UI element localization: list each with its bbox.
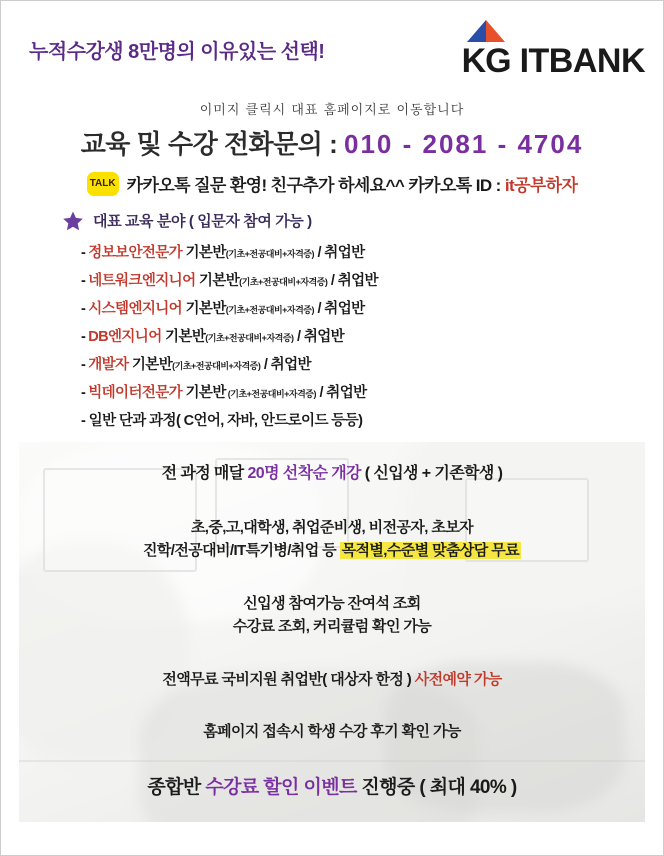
course-level: 기본반 — [182, 385, 226, 401]
promo-line-1-highlight: 20명 선착순 개강 — [247, 465, 361, 482]
course-level: 기본반 — [128, 357, 173, 373]
promo-line-5: 수강료 조회, 커리큘럼 확인 가능 — [232, 618, 432, 636]
course-dash: - — [81, 245, 86, 261]
promo-line-8-a: 종합반 — [147, 776, 206, 798]
kakao-talk-icon[interactable]: TALK — [87, 172, 119, 196]
course-item — [81, 381, 663, 402]
course-item — [81, 241, 663, 262]
course-dash: - — [81, 329, 86, 345]
course-detail: (기초+전공대비+자격증) — [239, 277, 328, 287]
brand-logo-wrap — [462, 20, 511, 78]
course-detail: (기초+전공대비+자격증) — [225, 389, 317, 399]
promo-line-4: 신입생 참여가능 잔여석 조회 — [243, 594, 421, 612]
promo-line-4-group — [29, 592, 635, 639]
star-icon — [63, 211, 83, 231]
course-dash: - — [81, 357, 86, 373]
course-level: 기본반 — [182, 245, 226, 261]
course-name: 시스템엔지니어 — [88, 301, 183, 317]
promo-line-6-a: 전액무료 국비지원 취업반( 대상자 한정 ) — [162, 670, 415, 688]
course-heading-row — [1, 210, 663, 231]
course-detail: (기초+전공대비+자격증) — [205, 333, 294, 343]
course-detail: (기초+전공대비+자격증) — [225, 249, 315, 259]
brand-logo[interactable] — [462, 20, 645, 78]
phone-number[interactable]: 010 - 2081 - 4704 — [344, 129, 584, 159]
course-name: DB엔지니어 — [88, 329, 162, 345]
course-item — [81, 297, 663, 318]
promo-line-1-c: ( 신입생 + 기존학생 ) — [360, 465, 503, 482]
course-heading-text: 대표 교육 분야 ( 입문자 참여 가능 ) — [93, 213, 312, 230]
course-dash: - — [81, 385, 86, 401]
promo-photo-panel — [19, 442, 645, 822]
promo-line-1 — [29, 462, 635, 487]
course-name: 빅데이터전문가 — [88, 385, 183, 401]
course-item — [81, 325, 663, 346]
click-note: 이미지 클릭시 대표 홈페이지로 이동합니다 — [199, 103, 465, 118]
course-dash: - — [81, 273, 86, 289]
course-level: 기본반 — [182, 301, 226, 317]
kakao-text — [127, 171, 578, 196]
kakao-line — [1, 171, 663, 196]
phone-label: 교육 및 수강 전화문의 : — [80, 129, 345, 159]
phone-line — [1, 124, 663, 161]
promo-line-6 — [29, 668, 635, 691]
course-name: 정보보안전문가 — [88, 245, 183, 261]
header-tagline: 누적수강생 8만명의 이유있는 선택! — [29, 40, 325, 63]
promo-line-7: 홈페이지 접속시 학생 수강 후기 확인 가능 — [203, 723, 461, 741]
course-suffix: / 취업반 — [314, 245, 365, 261]
course-dash: - — [81, 301, 86, 317]
course-item — [81, 353, 663, 374]
promo-line-3-highlight: 목적별,수준별 맞춤상담 무료 — [341, 542, 520, 560]
promo-line-8-highlight: 수강료 할인 이벤트 — [205, 776, 357, 798]
promo-line-8-c: 진행중 ( 최대 40% ) — [356, 776, 517, 798]
promo-line-6-highlight: 사전예약 가능 — [414, 670, 502, 688]
promo-line-8 — [29, 773, 635, 802]
promo-text-block — [19, 442, 645, 822]
promo-line-3 — [29, 539, 635, 562]
header — [1, 1, 663, 97]
course-list — [1, 241, 663, 430]
course-detail: (기초+전공대비+자격증) — [225, 305, 315, 315]
kg-triangle-logo-icon — [467, 20, 505, 42]
course-name: 네트워크엔지니어 — [88, 273, 196, 289]
brand-itbank-text: ITBANK — [519, 42, 645, 80]
promo-line-3-a: 진학/전공대비/IT특기병/취업 등 — [142, 542, 340, 560]
course-suffix: / 취업반 — [314, 301, 365, 317]
course-suffix: / 취업반 — [316, 385, 367, 401]
promo-line-2: 초,중,고,대학생, 취업준비생, 비전공자, 초보자 — [190, 519, 474, 537]
course-item-plain: - 일반 단과 과정( C언어, 자바, 안드로이드 등등) — [81, 413, 363, 429]
course-item — [81, 269, 663, 290]
brand-kg-text: KG — [461, 42, 511, 80]
kakao-text-before: 카카오톡 질문 환영! 친구추가 하세요^^ 카카오톡 ID : — [126, 176, 505, 195]
promo-line-2-group — [29, 516, 635, 563]
kakao-id: it공부하자 — [504, 176, 578, 195]
course-detail: (기초+전공대비+자격증) — [172, 361, 261, 371]
promo-line-1-a: 전 과정 매달 — [161, 465, 248, 482]
course-suffix: / 취업반 — [293, 329, 345, 345]
course-name: 개발자 — [88, 357, 129, 373]
course-level: 기본반 — [195, 273, 240, 289]
course-suffix: / 취업반 — [327, 273, 378, 289]
course-level: 기본반 — [161, 329, 206, 345]
course-suffix: / 취업반 — [260, 357, 311, 373]
